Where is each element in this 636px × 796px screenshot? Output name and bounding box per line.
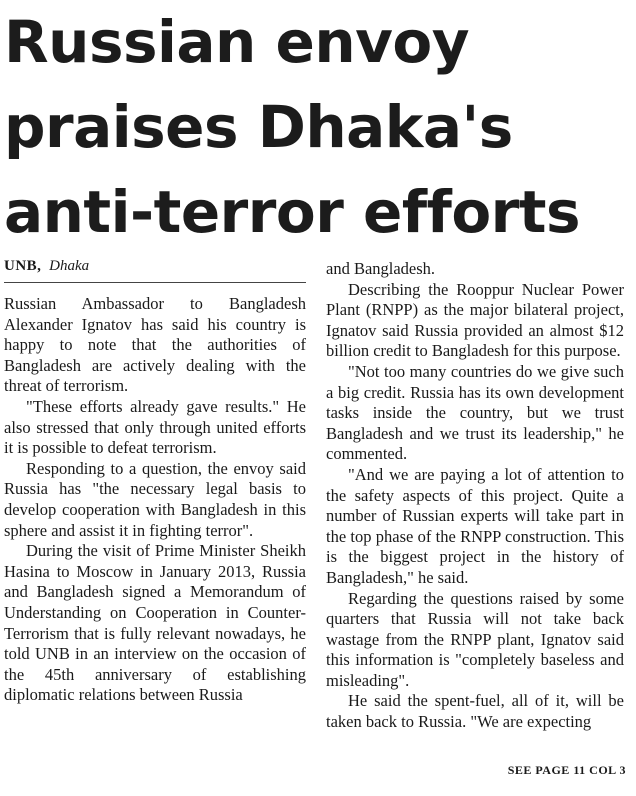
paragraph: Describing the Rooppur Nuclear Power Plant (RNPP) as the major bilateral project, Ignatov said Russia provided an almost $12 billion credit to Bangladesh for this purpose. xyxy=(326,279,624,361)
paragraph: Responding to a question, the envoy said Russia has "the necessary legal basis to develop cooperation with Bangladesh in this sphere and assist it in fighting terror". xyxy=(4,458,306,540)
paragraph: He said the spent-fuel, all of it, will be taken back to Russia. "We are expecting xyxy=(326,691,624,732)
byline-city: Dhaka xyxy=(49,258,90,274)
article-column-1 xyxy=(4,294,306,706)
paragraph: During the visit of Prime Minister Sheikh Hasina to Moscow in January 2013, Russia and Bangladesh signed a Memorandum of Understanding on Cooperation in Counter-Terrorism that is fully relevant nowadays, he told UNB in an interview on the occasion of the 45th anniversary of establishing diplomatic relations between Russia xyxy=(4,541,306,705)
paragraph: and Bangladesh. xyxy=(326,259,436,278)
headline xyxy=(4,0,632,255)
byline-divider xyxy=(4,282,306,283)
paragraph: "These efforts already gave results." He also stressed that only through united efforts it is possible to defeat terrorism. xyxy=(4,396,306,458)
byline-agency: UNB, xyxy=(4,258,42,274)
headline-line-3: anti-terror efforts xyxy=(4,178,581,246)
byline xyxy=(4,258,89,275)
paragraph: "Not too many countries do we give such a big credit. Russia has its own development tasks inside the country, but we trust Bangladesh and we trust its leadership," he commented. xyxy=(326,361,624,464)
paragraph: Russian Ambassador to Bangladesh Alexander Ignatov has said his country is happy to note that the authorities of Bangladesh are actively dealing with the threat of terrorism. xyxy=(4,294,306,396)
paragraph: "And we are paying a lot of attention to the safety aspects of this project. Quite a number of Russian experts will take part in the top phase of the RNPP construction. This is the biggest project in the history of Bangladesh," he said. xyxy=(326,464,624,587)
continuation-note: SEE PAGE 11 COL 3 xyxy=(507,763,626,777)
headline-line-1: Russian envoy xyxy=(4,8,470,76)
article-column-2 xyxy=(326,259,624,733)
paragraph: Regarding the questions raised by some quarters that Russia will not take back wastage from the RNPP plant, Ignatov said this information is "completely baseless and misleading". xyxy=(326,588,624,690)
headline-line-2: praises Dhaka's xyxy=(4,93,513,161)
